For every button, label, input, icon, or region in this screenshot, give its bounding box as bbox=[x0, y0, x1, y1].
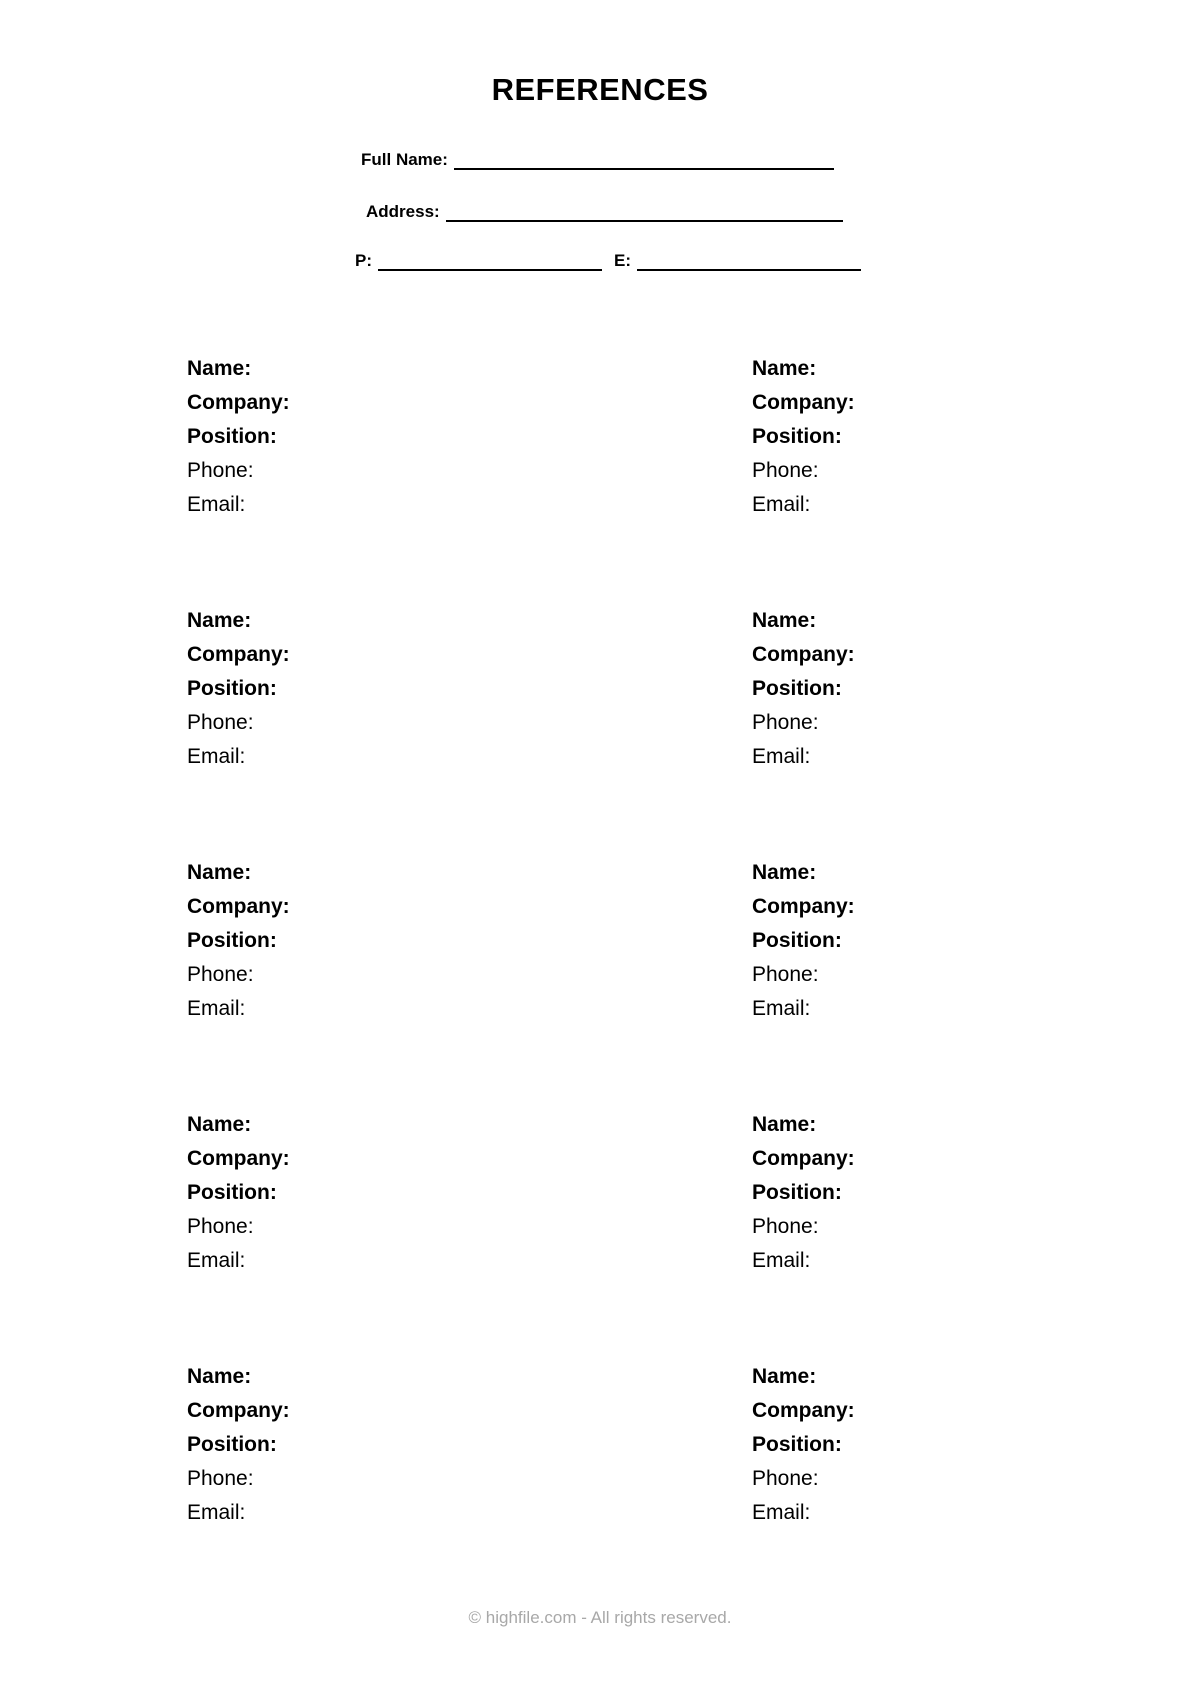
ref-phone-label: Phone: bbox=[752, 1215, 819, 1238]
ref-name-label: Name: bbox=[752, 861, 817, 884]
full-name-row bbox=[361, 150, 834, 170]
address-label: Address: bbox=[366, 202, 440, 221]
page-title: REFERENCES bbox=[491, 72, 709, 107]
ref-position-label: Position: bbox=[752, 677, 842, 700]
ref-name-label: Name: bbox=[752, 1113, 817, 1136]
reference-row bbox=[187, 856, 947, 1108]
address-field[interactable] bbox=[446, 204, 843, 222]
ref-name-label: Name: bbox=[752, 357, 817, 380]
ref-position-label: Position: bbox=[752, 929, 842, 952]
ref-company-label: Company: bbox=[187, 391, 290, 414]
reference-block bbox=[752, 1360, 855, 1530]
ref-email-label: Email: bbox=[187, 1501, 246, 1524]
ref-name-label: Name: bbox=[752, 609, 817, 632]
ref-phone-label: Phone: bbox=[187, 459, 254, 482]
ref-email-label: Email: bbox=[187, 745, 246, 768]
ref-position-label: Position: bbox=[187, 1181, 277, 1204]
ref-company-label: Company: bbox=[187, 895, 290, 918]
ref-name-label: Name: bbox=[187, 609, 252, 632]
ref-company-label: Company: bbox=[752, 1147, 855, 1170]
reference-row bbox=[187, 1360, 947, 1612]
reference-row bbox=[187, 604, 947, 856]
ref-email-label: Email: bbox=[752, 745, 811, 768]
reference-block bbox=[752, 1108, 855, 1278]
reference-block bbox=[187, 1360, 290, 1530]
reference-block bbox=[187, 856, 290, 1026]
ref-phone-label: Phone: bbox=[752, 963, 819, 986]
ref-email-label: Email: bbox=[752, 997, 811, 1020]
copyright-footer: © highfile.com - All rights reserved. bbox=[468, 1608, 732, 1627]
reference-row bbox=[187, 352, 947, 604]
ref-phone-label: Phone: bbox=[752, 459, 819, 482]
ref-company-label: Company: bbox=[187, 1147, 290, 1170]
ref-email-label: Email: bbox=[752, 1501, 811, 1524]
ref-name-label: Name: bbox=[187, 1365, 252, 1388]
ref-name-label: Name: bbox=[187, 357, 252, 380]
ref-email-label: Email: bbox=[752, 493, 811, 516]
references-grid bbox=[187, 352, 947, 1612]
reference-block bbox=[752, 856, 855, 1026]
ref-email-label: Email: bbox=[187, 997, 246, 1020]
ref-email-label: Email: bbox=[752, 1249, 811, 1272]
ref-phone-label: Phone: bbox=[187, 1467, 254, 1490]
reference-block bbox=[752, 352, 855, 522]
phone-label: P: bbox=[355, 251, 372, 270]
ref-phone-label: Phone: bbox=[187, 963, 254, 986]
ref-phone-label: Phone: bbox=[187, 711, 254, 734]
ref-name-label: Name: bbox=[187, 861, 252, 884]
ref-name-label: Name: bbox=[752, 1365, 817, 1388]
reference-block bbox=[187, 352, 290, 522]
email-field[interactable] bbox=[637, 253, 861, 271]
full-name-field[interactable] bbox=[454, 152, 834, 170]
ref-position-label: Position: bbox=[187, 929, 277, 952]
reference-block bbox=[752, 604, 855, 774]
ref-company-label: Company: bbox=[752, 1399, 855, 1422]
ref-position-label: Position: bbox=[187, 677, 277, 700]
ref-position-label: Position: bbox=[187, 1433, 277, 1456]
ref-position-label: Position: bbox=[752, 425, 842, 448]
ref-position-label: Position: bbox=[187, 425, 277, 448]
phone-field[interactable] bbox=[378, 253, 602, 271]
ref-phone-label: Phone: bbox=[187, 1215, 254, 1238]
ref-phone-label: Phone: bbox=[752, 711, 819, 734]
ref-phone-label: Phone: bbox=[752, 1467, 819, 1490]
ref-position-label: Position: bbox=[752, 1181, 842, 1204]
ref-company-label: Company: bbox=[752, 643, 855, 666]
full-name-label: Full Name: bbox=[361, 150, 448, 169]
reference-block bbox=[187, 1108, 290, 1278]
reference-row bbox=[187, 1108, 947, 1360]
ref-company-label: Company: bbox=[752, 391, 855, 414]
ref-company-label: Company: bbox=[752, 895, 855, 918]
reference-block bbox=[187, 604, 290, 774]
ref-company-label: Company: bbox=[187, 643, 290, 666]
ref-position-label: Position: bbox=[752, 1433, 842, 1456]
phone-email-row bbox=[355, 251, 861, 271]
ref-company-label: Company: bbox=[187, 1399, 290, 1422]
ref-email-label: Email: bbox=[187, 1249, 246, 1272]
address-row bbox=[366, 202, 843, 222]
ref-name-label: Name: bbox=[187, 1113, 252, 1136]
ref-email-label: Email: bbox=[187, 493, 246, 516]
email-label: E: bbox=[614, 251, 631, 270]
